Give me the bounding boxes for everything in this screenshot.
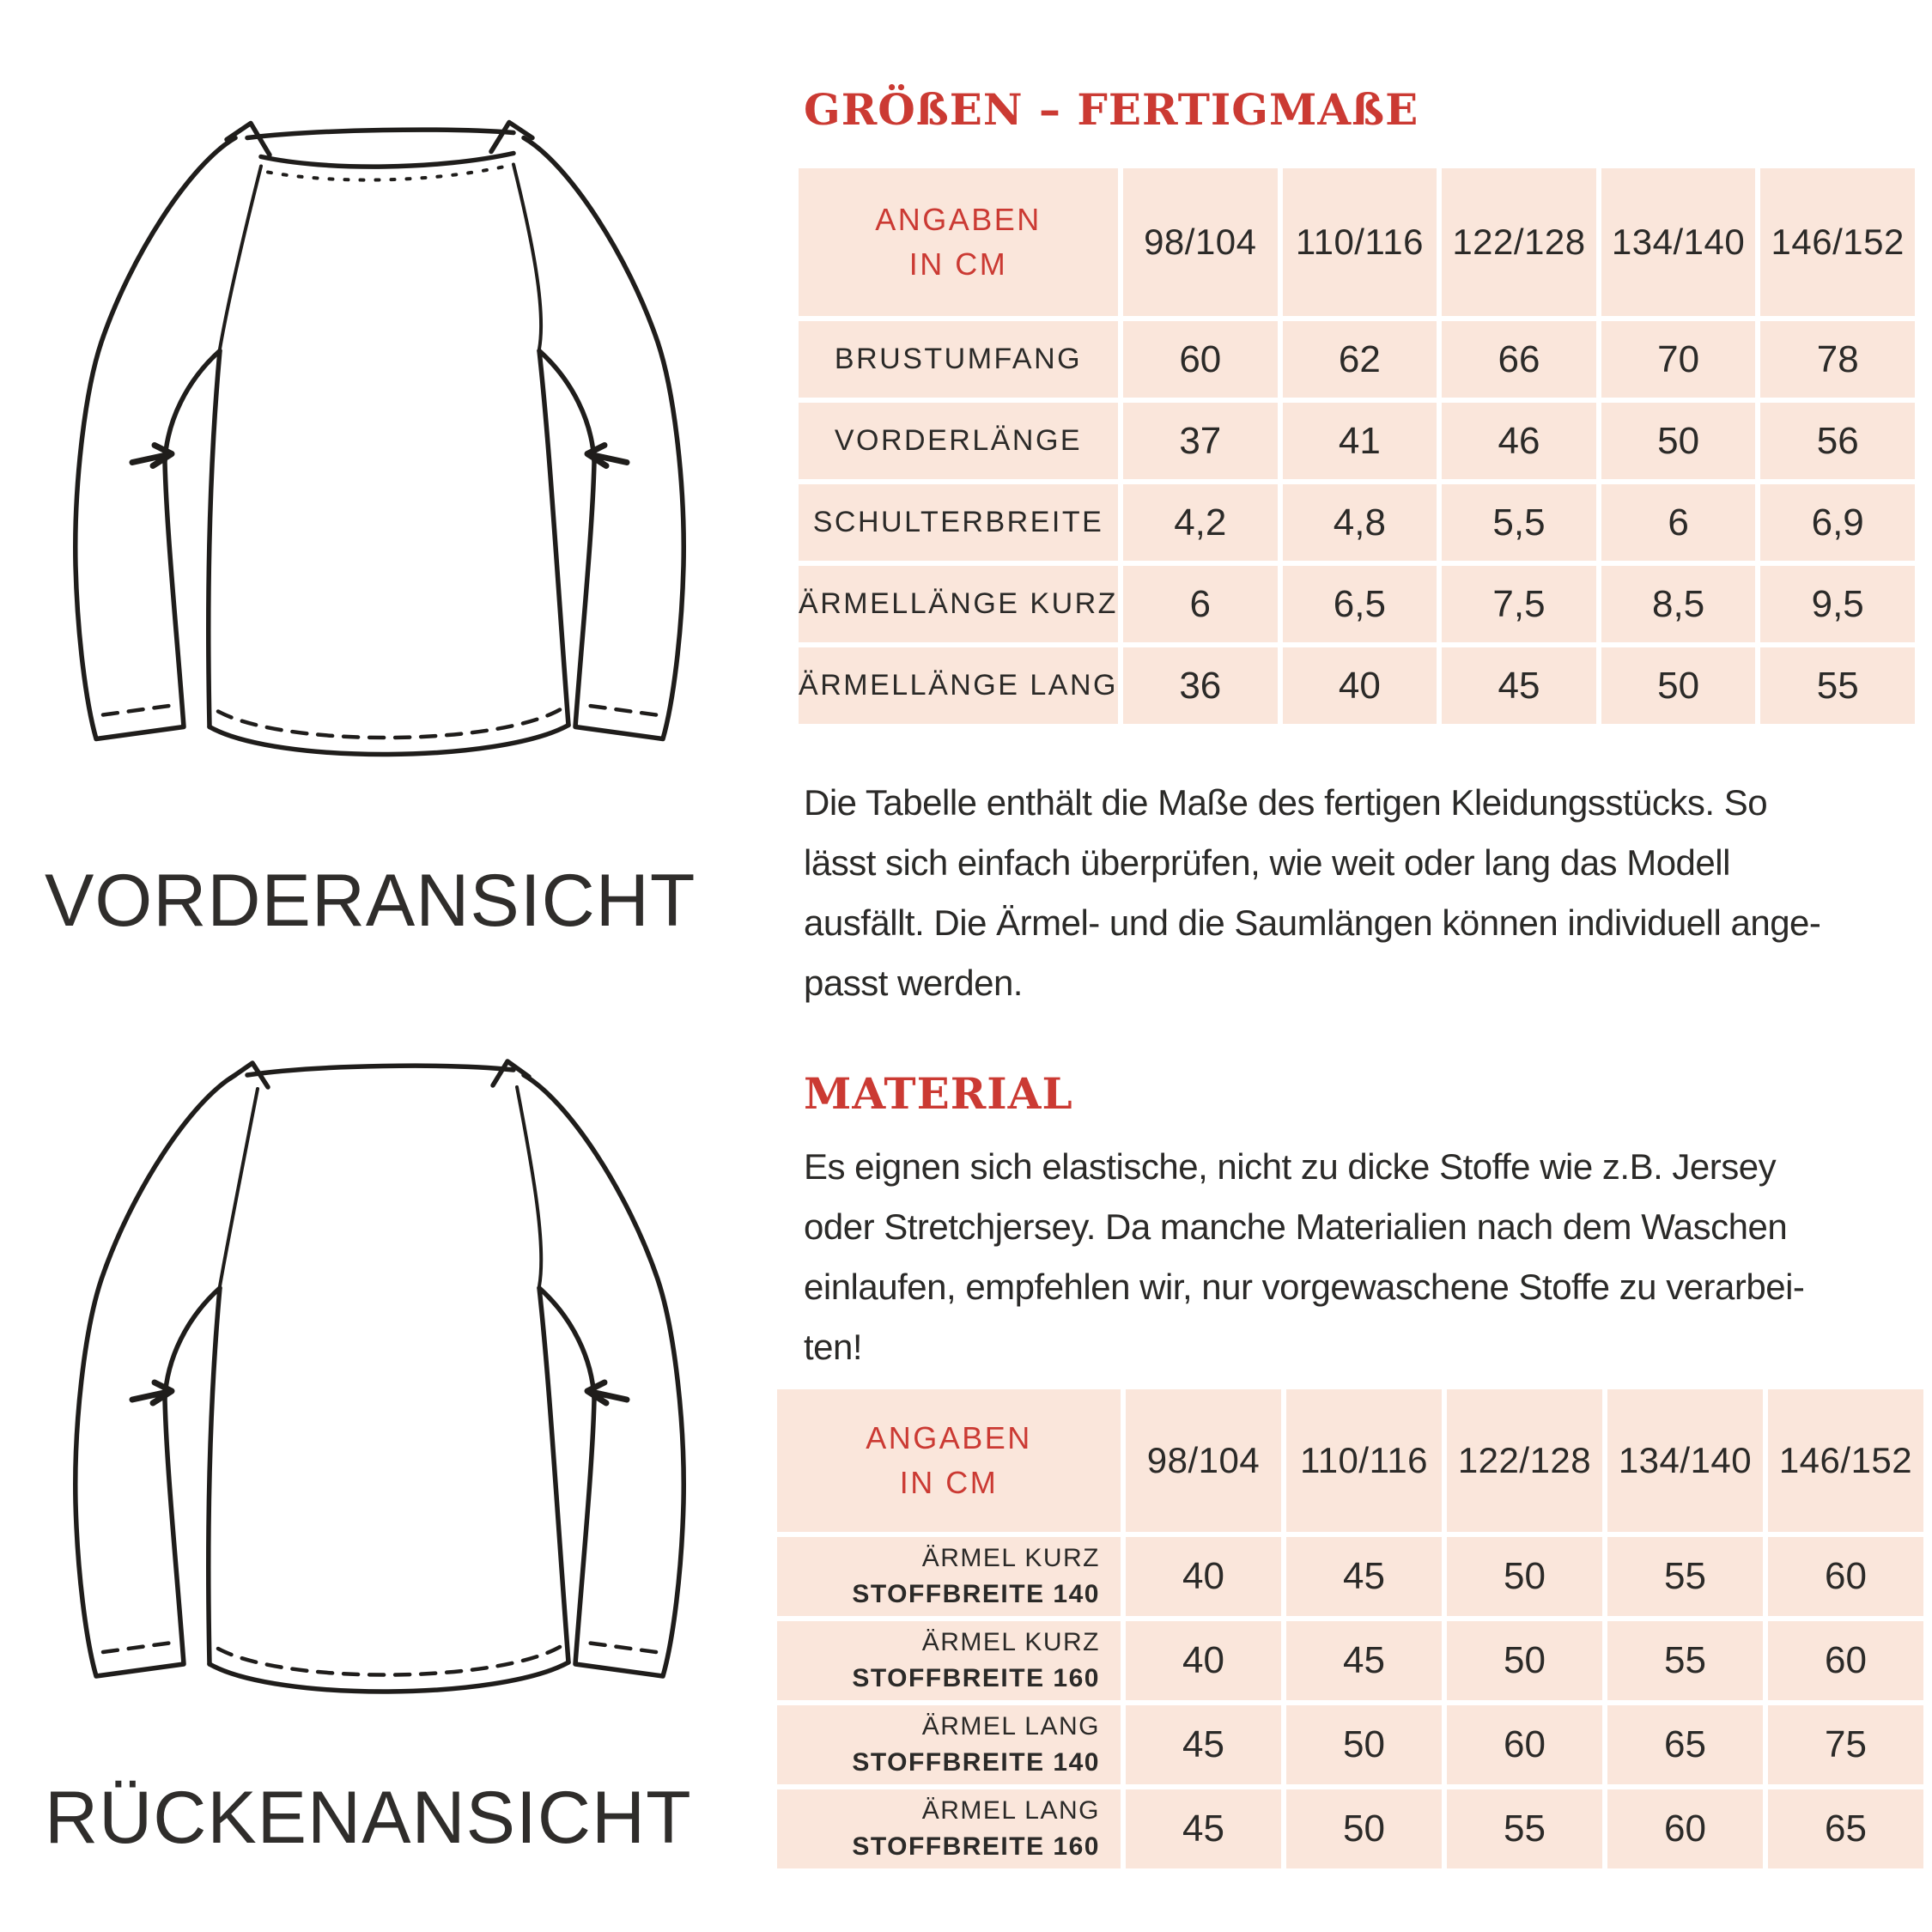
measurement-value: 60 — [1447, 1705, 1602, 1784]
measurement-value: 37 — [1123, 403, 1278, 479]
row-label-line: ÄRMEL LANG — [921, 1796, 1100, 1825]
size-column-header: 122/128 — [1447, 1389, 1602, 1532]
measurement-value: 40 — [1283, 647, 1437, 724]
row-label: ÄRMELLÄNGE KURZ — [799, 566, 1118, 642]
material-paragraph — [804, 1137, 1804, 1377]
measurement-value: 45 — [1286, 1537, 1442, 1616]
row-label-line: STOFFBREITE 140 — [852, 1748, 1100, 1777]
row-label-line: ÄRMEL KURZ — [921, 1628, 1100, 1656]
measurement-value: 70 — [1601, 321, 1756, 398]
sizes-paragraph — [804, 773, 1820, 1013]
measurement-value: 60 — [1123, 321, 1278, 398]
back-view-sketch — [36, 1018, 723, 1756]
measurement-value: 78 — [1760, 321, 1915, 398]
measurement-value: 45 — [1442, 647, 1596, 724]
size-column-header: 122/128 — [1442, 168, 1596, 316]
size-column-header: 98/104 — [1126, 1389, 1281, 1532]
measurement-value: 45 — [1286, 1621, 1442, 1700]
sizes-table — [799, 168, 1915, 724]
measurement-value: 6 — [1123, 566, 1278, 642]
table-header-label-line: ANGABEN — [866, 1420, 1032, 1455]
paragraph-line: oder Stretchjersey. Da manche Materialien nach dem Waschen — [804, 1206, 1788, 1247]
measurement-value: 5,5 — [1442, 484, 1596, 561]
measurement-value: 65 — [1607, 1705, 1763, 1784]
measurement-value: 45 — [1126, 1789, 1281, 1868]
measurement-value: 40 — [1126, 1621, 1281, 1700]
size-column-header: 110/116 — [1286, 1389, 1442, 1532]
measurement-value: 60 — [1768, 1537, 1923, 1616]
row-label — [777, 1537, 1121, 1616]
size-column-header: 98/104 — [1123, 168, 1278, 316]
measurement-value: 50 — [1601, 647, 1756, 724]
measurement-value: 60 — [1768, 1621, 1923, 1700]
measurement-value: 50 — [1447, 1621, 1602, 1700]
measurement-value: 50 — [1447, 1537, 1602, 1616]
measurement-value: 50 — [1601, 403, 1756, 479]
table-header-label-line: IN CM — [908, 246, 1008, 282]
measurement-value: 6,5 — [1283, 566, 1437, 642]
size-column-header: 146/152 — [1760, 168, 1915, 316]
measurement-value: 7,5 — [1442, 566, 1596, 642]
fabric-requirements-table — [777, 1389, 1923, 1868]
row-label — [777, 1705, 1121, 1784]
row-label-line: ÄRMEL LANG — [921, 1712, 1100, 1741]
measurement-value: 65 — [1768, 1789, 1923, 1868]
row-label: ÄRMELLÄNGE LANG — [799, 647, 1118, 724]
paragraph-line: passt werden. — [804, 963, 1023, 1003]
table-header-label — [799, 168, 1118, 316]
table-header-label-line: ANGABEN — [875, 202, 1042, 237]
row-label — [777, 1621, 1121, 1700]
measurement-value: 6 — [1601, 484, 1756, 561]
measurement-value: 9,5 — [1760, 566, 1915, 642]
paragraph-line: lässt sich einfach überprüfen, wie weit oder lang das Modell — [804, 842, 1730, 883]
measurement-value: 55 — [1447, 1789, 1602, 1868]
measurement-value: 55 — [1760, 647, 1915, 724]
measurement-value: 50 — [1286, 1705, 1442, 1784]
material-section-title: MATERIAL — [804, 1068, 1073, 1119]
paragraph-line: Die Tabelle enthält die Maße des fertigen Kleidungsstücks. So — [804, 782, 1768, 823]
row-label: SCHULTERBREITE — [799, 484, 1118, 561]
size-column-header: 110/116 — [1283, 168, 1437, 316]
measurement-value: 40 — [1126, 1537, 1281, 1616]
size-column-header: 146/152 — [1768, 1389, 1923, 1532]
measurement-value: 62 — [1283, 321, 1437, 398]
row-label-line: ÄRMEL KURZ — [921, 1544, 1100, 1572]
size-column-header: 134/140 — [1601, 168, 1756, 316]
measurement-value: 50 — [1286, 1789, 1442, 1868]
measurement-value: 8,5 — [1601, 566, 1756, 642]
row-label: VORDERLÄNGE — [799, 403, 1118, 479]
measurement-value: 46 — [1442, 403, 1596, 479]
paragraph-line: ausfällt. Die Ärmel- und die Saumlängen können individuell ange- — [804, 902, 1821, 943]
measurement-value: 60 — [1607, 1789, 1763, 1868]
measurement-value: 4,2 — [1123, 484, 1278, 561]
table-header-label-line: IN CM — [899, 1465, 999, 1500]
measurement-value: 36 — [1123, 647, 1278, 724]
measurement-value: 56 — [1760, 403, 1915, 479]
measurement-value: 41 — [1283, 403, 1437, 479]
front-view-sketch — [36, 82, 723, 817]
measurement-value: 45 — [1126, 1705, 1281, 1784]
paragraph-line: ten! — [804, 1327, 863, 1367]
measurement-value: 66 — [1442, 321, 1596, 398]
row-label-line: STOFFBREITE 140 — [852, 1580, 1100, 1608]
row-label: BRUSTUMFANG — [799, 321, 1118, 398]
table-header-label — [777, 1389, 1121, 1532]
size-column-header: 134/140 — [1607, 1389, 1763, 1532]
row-label — [777, 1789, 1121, 1868]
row-label-line: STOFFBREITE 160 — [852, 1664, 1100, 1692]
measurement-value: 6,9 — [1760, 484, 1915, 561]
paragraph-line: einlaufen, empfehlen wir, nur vorgewaschene Stoffe zu verarbei- — [804, 1267, 1805, 1307]
measurement-value: 75 — [1768, 1705, 1923, 1784]
row-label-line: STOFFBREITE 160 — [852, 1832, 1100, 1861]
back-view-caption: RÜCKENANSICHT — [45, 1777, 692, 1859]
measurement-value: 4,8 — [1283, 484, 1437, 561]
measurement-value: 55 — [1607, 1537, 1763, 1616]
paragraph-line: Es eignen sich elastische, nicht zu dicke Stoffe wie z.B. Jersey — [804, 1146, 1777, 1187]
front-view-caption: VORDERANSICHT — [45, 860, 696, 942]
measurement-value: 55 — [1607, 1621, 1763, 1700]
sizes-section-title: GRÖßEN – FERTIGMAßE — [804, 84, 1419, 135]
